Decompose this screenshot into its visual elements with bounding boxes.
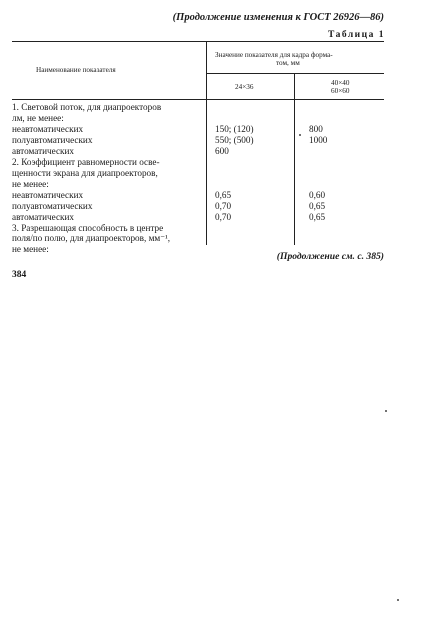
row-value-24x36: 0,70 <box>215 201 232 211</box>
value-header-line2: том, мм <box>276 59 300 67</box>
row-name: не менее: <box>12 244 49 254</box>
row-value-24x36: 600 <box>215 146 229 156</box>
subheader-60x60: 60×60 <box>331 87 350 95</box>
row-name: полуавтоматических <box>12 201 93 211</box>
row-value-24x36: 150; (120) <box>215 124 254 134</box>
row-name: неавтоматических <box>12 190 84 200</box>
value-column-divider <box>294 73 295 245</box>
row-name: щенности экрана для диапроекторов, <box>12 168 158 178</box>
row-value-40x40: 800 <box>309 124 323 134</box>
row-value-40x40: 0,60 <box>309 190 326 200</box>
subheader-24x36: 24×36 <box>235 83 254 91</box>
header-bottom-rule <box>12 99 384 100</box>
row-name: 1. Световой поток, для диапроекторов <box>12 102 162 112</box>
scan-speck <box>299 134 301 136</box>
row-value-40x40: 0,65 <box>309 201 326 211</box>
row-value-40x40: 0,65 <box>309 212 326 222</box>
row-name: автоматических <box>12 212 75 222</box>
table-top-rule <box>12 41 384 42</box>
row-name: не менее: <box>12 179 49 189</box>
row-name: неавтоматических <box>12 124 84 134</box>
row-value-40x40: 1000 <box>309 135 328 145</box>
value-subheader-rule <box>206 73 384 74</box>
subheader-40x40: 40×40 <box>331 79 350 87</box>
row-name: лм, не менее: <box>12 113 64 123</box>
table-label: Таблица 1 <box>327 30 385 40</box>
value-header-line1: Значение показателя для кадра форма- <box>215 51 333 59</box>
name-column-header: Наименование показателя <box>36 66 116 74</box>
row-value-24x36: 550; (500) <box>215 135 254 145</box>
name-column-divider <box>206 41 207 245</box>
row-name: поля/по полю, для диапроекторов, мм⁻¹, <box>12 233 171 243</box>
row-name: 3. Разрешающая способность в центре <box>12 223 164 233</box>
scan-speck <box>385 410 387 412</box>
row-value-24x36: 0,65 <box>215 190 232 200</box>
row-name: полуавтоматических <box>12 135 93 145</box>
continuation-footer: (Продолжение см. с. 385) <box>276 251 384 262</box>
row-value-24x36: 0,70 <box>215 212 232 222</box>
scan-speck <box>397 599 399 601</box>
continuation-header: (Продолжение изменения к ГОСТ 26926—86) <box>172 12 384 23</box>
row-name: 2. Коэффициент равномерности осве- <box>12 157 160 167</box>
page-number: 384 <box>12 270 27 280</box>
row-name: автоматических <box>12 146 75 156</box>
